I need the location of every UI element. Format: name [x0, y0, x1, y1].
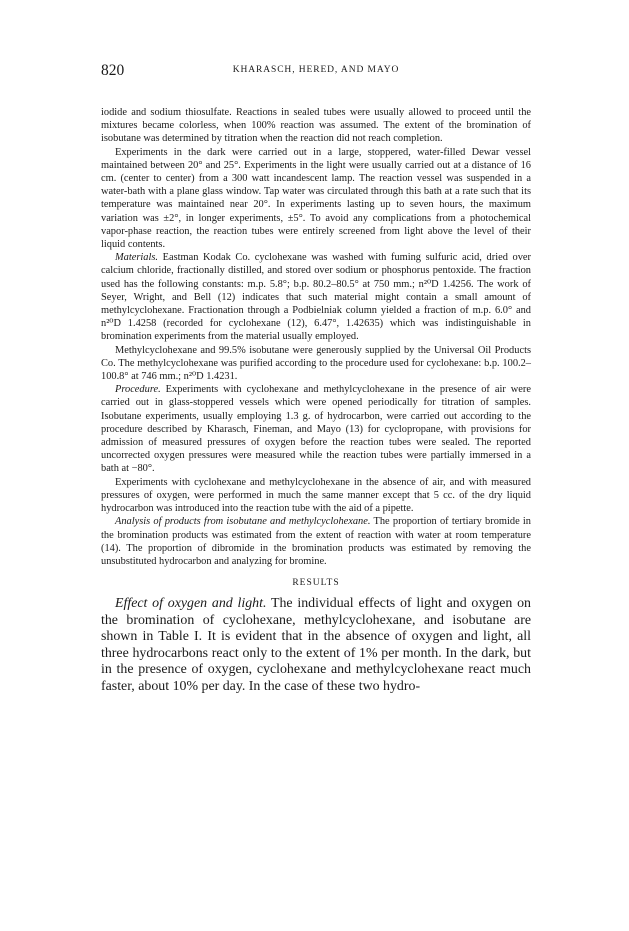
section-title-results: RESULTS: [292, 578, 340, 589]
running-header: [101, 62, 531, 86]
paragraph-methylcyclohexane: Methylcyclohexane and 99.5% isobutane were generously supplied by the Universal Oil Products Co. The methylcyclohexane was purified according to the procedure used for cyclohexane: b.p. 100.2–100.8° at 746 mm.; n²⁰D 1.4231.: [101, 344, 531, 383]
paragraph-results: Effect of oxygen and light. The individual effects of light and oxygen on the bromination of cyclohexane, methylcyclohexane, and isobutane are shown in Table I. It is evident that in the absence of oxygen and light, all three hydrocarbons react only to the extent of 1% per month. In the dark, but in the presence of oxygen, cyclohexane and methylcyclohexane react much faster, about 10% per day. In the case of these two hydro-: [101, 596, 531, 695]
procedure-heading: Procedure.: [115, 384, 161, 396]
paragraph-dark-experiments: Experiments in the dark were carried out in a large, stoppered, water-filled Dewar vessel maintained between 20° and 25°. Experiments in the light were usually carried out at a distance of 16 cm. (center to center) from a 300 watt incandescent lamp. The reaction vessel was suspended in a water-bath with a plane glass window. Tap water was circulated through this bath at a rate such that its temperature was maintained near 20°. In experiments lasting up to seven hours, the maximum variation was ±2°, in longer experiments, ±5°. To avoid any complications from a photochemical vapor-phase reaction, the reaction tubes were entirely screened from light above the level of their liquid contents.: [101, 146, 531, 251]
page-number: 820: [101, 62, 125, 79]
results-subheading: Effect of oxygen and light.: [115, 596, 267, 612]
paper-page: [101, 62, 531, 696]
paragraph-absence-of-air: Experiments with cyclohexane and methylcyclohexane in the absence of air, and with measured pressures of oxygen, were performed in much the same manner except that 5 cc. of the dry liquid hydrocarbon was introduced into the reaction tube with the aid of a pipette.: [101, 476, 531, 515]
running-header-authors: KHARASCH, HERED, AND MAYO: [232, 65, 400, 75]
paragraph-analysis: Analysis of products from isobutane and methylcyclohexane. The proportion of tertiary bromide in the bromination products was estimated from the extent of reaction with water at room temperature (14). The proportion of dibromide in the bromination products was estimated by removing the unsubstituted hydrocarbon and analyzing for bromine.: [101, 516, 531, 567]
materials-heading: Materials.: [115, 252, 159, 264]
paragraph-procedure: Procedure. Experiments with cyclohexane and methylcyclohexane in the presence of air were carried out in glass-stoppered vessels which were opened periodically for titration of samples. Isobutane experiments, usually employing 1.3 g. of hydrocarbon, were carried out according to the procedure described by Kharasch, Fineman, and Mayo (13) for cyclopropane, with provisions for admission of measured pressures of oxygen before the reaction tubes were sealed. The reported uncorrected oxygen pressures were measured while the reaction tubes were partially immersed in a bath at −80°.: [101, 384, 531, 475]
analysis-heading: Analysis of products from isobutane and methylcyclohexane.: [115, 516, 371, 528]
paragraph-continuation: iodide and sodium thiosulfate. Reactions in sealed tubes were usually allowed to proceed until the mixtures became colorless, when 100% reaction was assumed. The extent of the bromination of isobutane was determined by titration when the reaction did not reach completion.: [101, 107, 531, 145]
paragraph-materials: Materials. Eastman Kodak Co. cyclohexane was washed with fuming sulfuric acid, dried over calcium chloride, fractionally distilled, and stored over sodium or phosphorus pentoxide. The fraction used has the following constants: m.p. 5.8°; b.p. 80.2–80.5° at 750 mm.; n²⁰D 1.4256. The work of Seyer, Wright, and Bell (12) indicates that such material might contain a small amount of methylcyclohexane. Fractionation through a Podbielniak column yielded a fraction of m.p. 6.0° and n²⁰D 1.4258 (recorded for cyclohexane (12), 6.47°, 1.42635) which was indistinguishable in bromination experiments from the material usually employed.: [101, 252, 531, 343]
